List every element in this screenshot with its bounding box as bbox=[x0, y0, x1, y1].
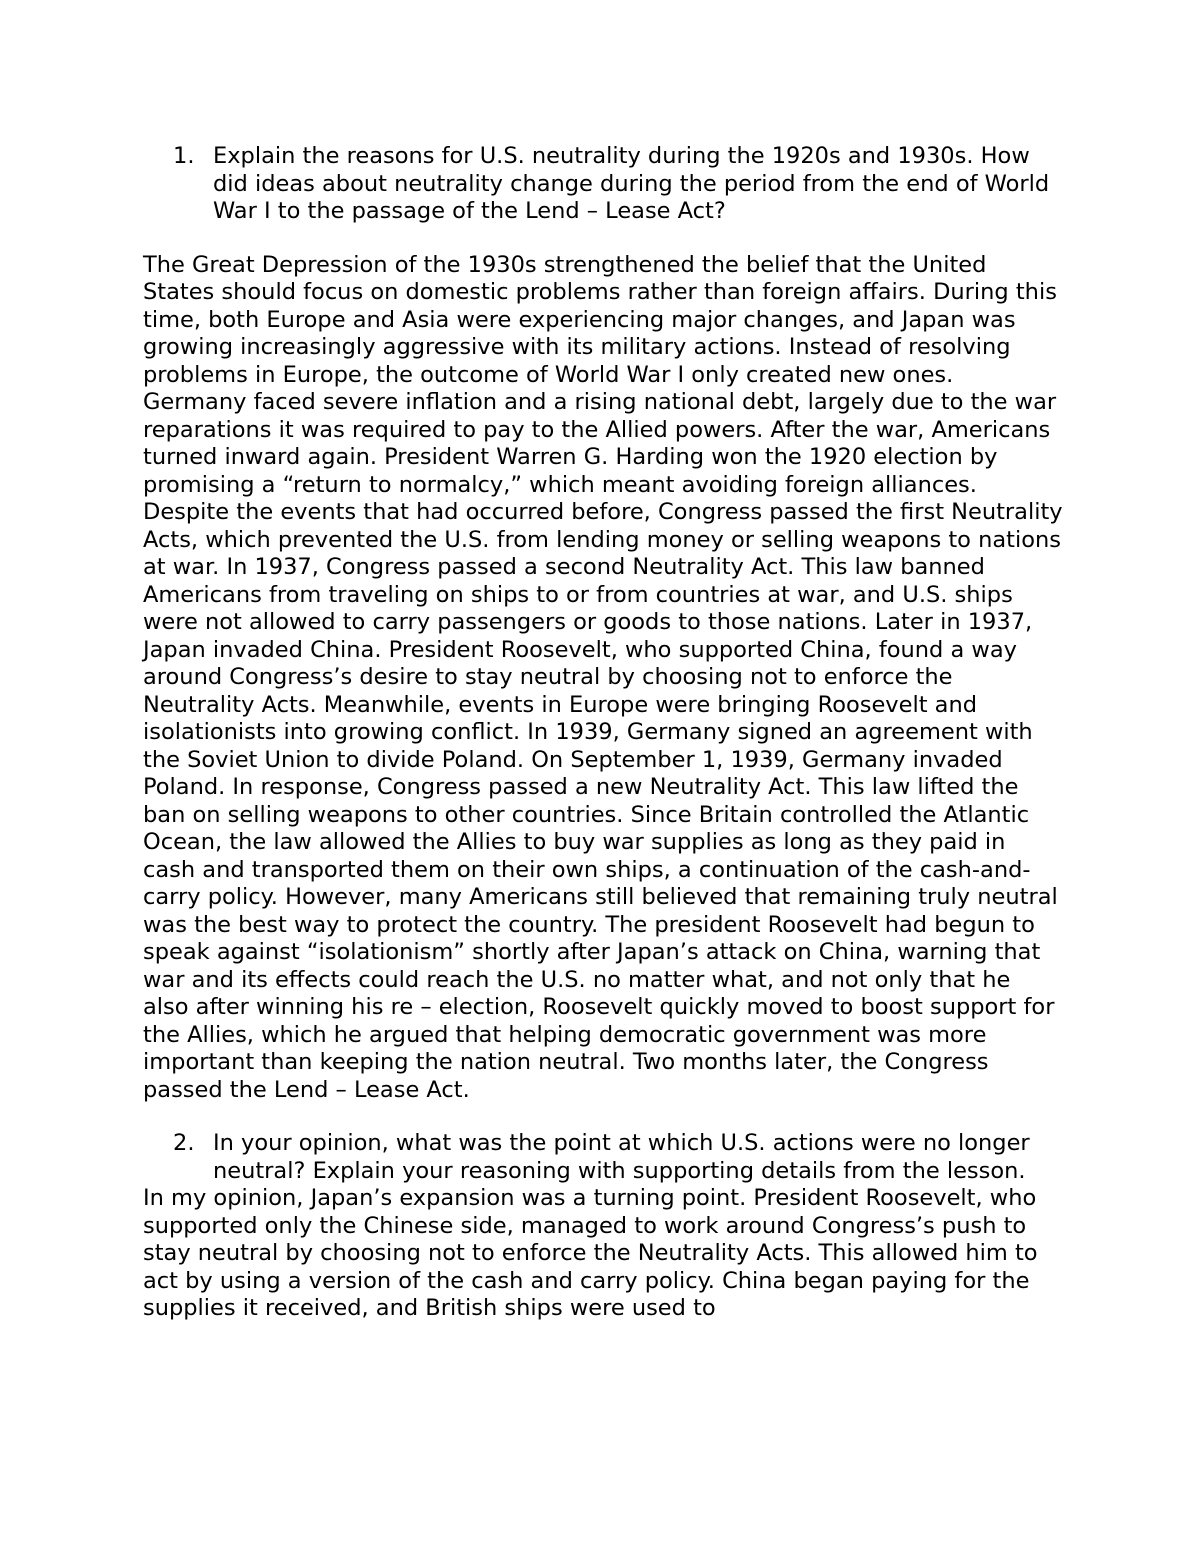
question-2-text: In your opinion, what was the point at which U.S. actions were no longer neutral? Explain your reasoning with supporting details from the lesson. bbox=[213, 1130, 1030, 1184]
question-1-number: 1. bbox=[173, 143, 195, 169]
answer-2-paragraph: In my opinion, Japan’s expansion was a turning point. President Roosevelt, who supported only the Chinese side, managed to work around Congress’s push to stay neutral by choosing not to enforce the Neutrality Acts. This allowed him to act by using a version of the cash and carry policy. China began paying for the supplies it received, and British ships were used to bbox=[143, 1185, 1038, 1321]
question-1-text: Explain the reasons for U.S. neutrality during the 1920s and 1930s. How did ideas about neutrality change during the period from the end of World War I to the passage of the Lend – Lease Act? bbox=[213, 143, 1050, 224]
question-2-number: 2. bbox=[173, 1130, 195, 1156]
answer-1-paragraph: The Great Depression of the 1930s strengthened the belief that the United States should focus on domestic problems rather than foreign affairs. During this time, both Europe and Asia were experiencing major changes, and Japan was growing increasingly aggressive with its military actions. Instead of resolving problems in Europe, the outcome of World War I only created new ones. Germany faced severe inflation and a rising national debt, largely due to the war reparations it was required to pay to the Allied powers. After the war, Americans turned inward again. President Warren G. Harding won the 1920 election by promising a “return to normalcy,” which meant avoiding foreign alliances. Despite the events that had occurred before, Congress passed the first Neutrality Acts, which prevented the U.S. from lending money or selling weapons to nations at war. In 1937, Congress passed a second Neutrality Act. This law banned Americans from traveling on ships to or from countries at war, and U.S. ships were not allowed to carry passengers or goods to those nations. Later in 1937, Japan invaded China. President Roosevelt, who supported China, found a way around Congress’s desire to stay neutral by choosing not to enforce the Neutrality Acts. Meanwhile, events in Europe were bringing Roosevelt and isolationists into growing conflict. In 1939, Germany signed an agreement with the Soviet Union to divide Poland. On September 1, 1939, Germany invaded Poland. In response, Congress passed a new Neutrality Act. This law lifted the ban on selling weapons to other countries. Since Britain controlled the Atlantic Ocean, the law allowed the Allies to buy war supplies as long as they paid in cash and transported them on their own ships, a continuation of the cash-and-carry policy. However, many Americans still believed that remaining truly neutral was the best way to protect the country. The president Roosevelt had begun to speak against “isolationism” shortly after Japan’s attack on China, warning that war and its effects could reach the U.S. no matter what, and not only that he also after winning his re – election, Roosevelt quickly moved to boost support for the Allies, which he argued that helping democratic government was more important than keeping the nation neutral. Two months later, the Congress passed the Lend – Lease Act. bbox=[143, 251, 1063, 1103]
document-body bbox=[143, 143, 1063, 1323]
question-1 bbox=[143, 143, 1063, 226]
question-2 bbox=[143, 1130, 1063, 1185]
